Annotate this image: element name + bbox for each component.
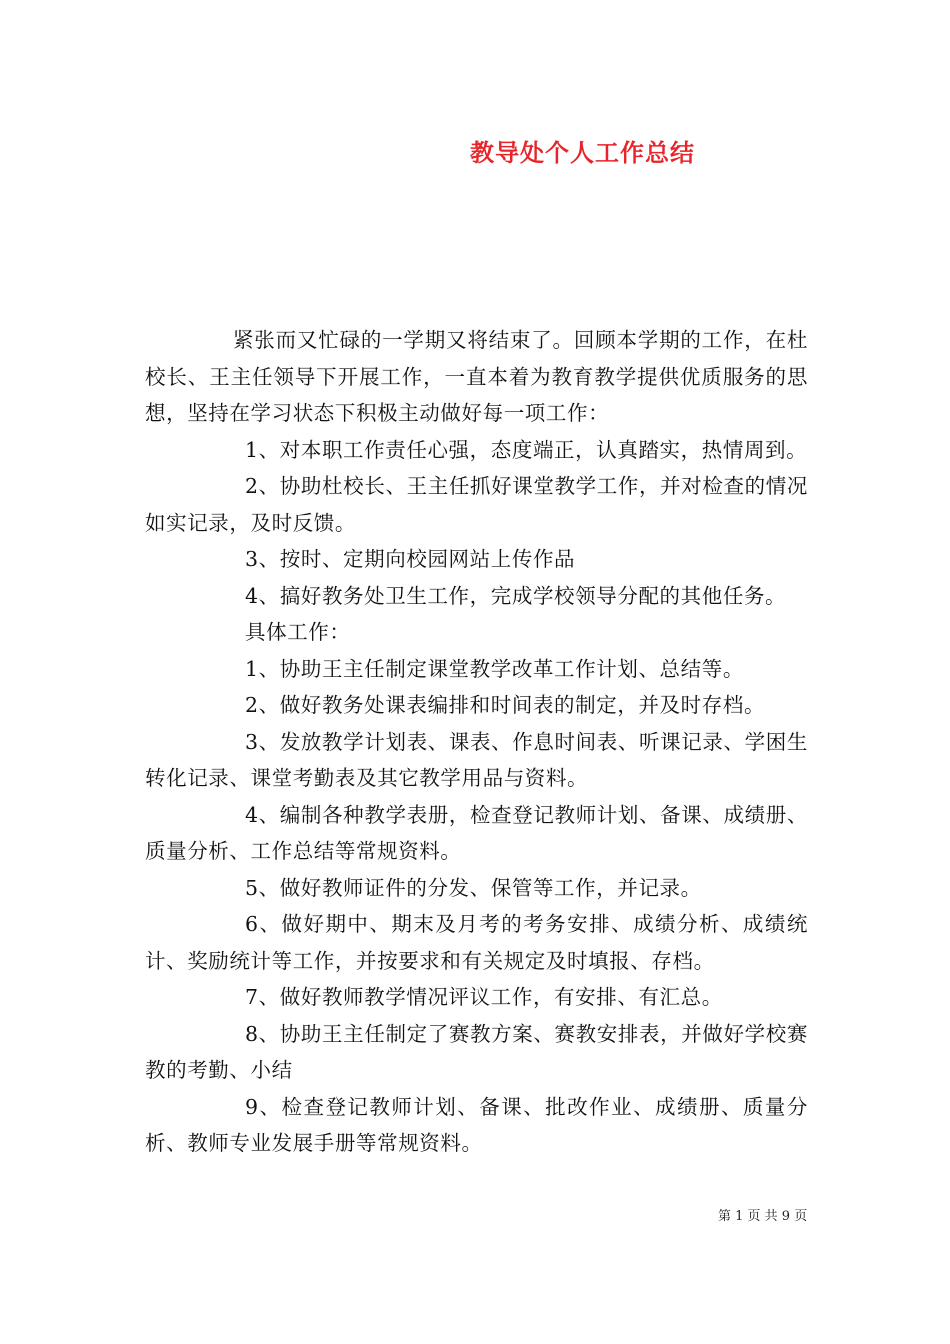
- paragraph-task-9: 9、检查登记教师计划、备课、批改作业、成绩册、质量分析、教师专业发展手册等常规资料。: [145, 1094, 808, 1155]
- paragraph-task-6: 6、做好期中、期末及月考的考务安排、成绩分析、成绩统计、奖励统计等工作，并按要求和有关规定及时填报、存档。: [145, 912, 808, 973]
- paragraph-duty-3: 3、按时、定期向校园网站上传作品: [245, 547, 576, 571]
- page-footer: 第 1 页 共 9 页: [718, 1209, 808, 1224]
- document-body: [145, 322, 808, 1162]
- paragraph-duty-2: 2、协助杜校长、王主任抓好课堂教学工作，并对检查的情况如实记录，及时反馈。: [145, 474, 808, 535]
- paragraph-task-7: 7、做好教师教学情况评议工作，有安排、有汇总。: [245, 985, 723, 1009]
- paragraph-task-2: 2、做好教务处课表编排和时间表的制定，并及时存档。: [245, 693, 766, 717]
- paragraph-task-8: 8、协助王主任制定了赛教方案、赛教安排表，并做好学校赛教的考勤、小结: [145, 1021, 808, 1082]
- paragraph-task-4: 4、编制各种教学表册，检查登记教师计划、备课、成绩册、质量分析、工作总结等常规资料。: [145, 802, 808, 863]
- document-title: 教导处个人工作总结: [470, 138, 695, 167]
- paragraph-duty-4: 4、搞好教务处卫生工作，完成学校领导分配的其他任务。: [245, 583, 787, 608]
- paragraph-task-5: 5、做好教师证件的分发、保管等工作，并记录。: [245, 875, 702, 900]
- paragraph-intro: 紧张而又忙碌的一学期又将结束了。回顾本学期的工作，在杜校长、王主任领导下开展工作，一直本着为教育教学提供优质服务的思想，坚持在学习状态下积极主动做好每一项工作：: [145, 328, 808, 425]
- paragraph-task-1: 1、协助王主任制定课堂教学改革工作计划、总结等。: [245, 656, 744, 681]
- paragraph-duty-1: 1、对本职工作责任心强，态度端正，认真踏实，热情周到。: [245, 437, 808, 462]
- paragraph-task-3: 3、发放教学计划表、课表、作息时间表、听课记录、学困生转化记录、课堂考勤表及其它教学用品与资料。: [145, 729, 808, 790]
- paragraph-specific-heading: 具体工作：: [245, 620, 351, 644]
